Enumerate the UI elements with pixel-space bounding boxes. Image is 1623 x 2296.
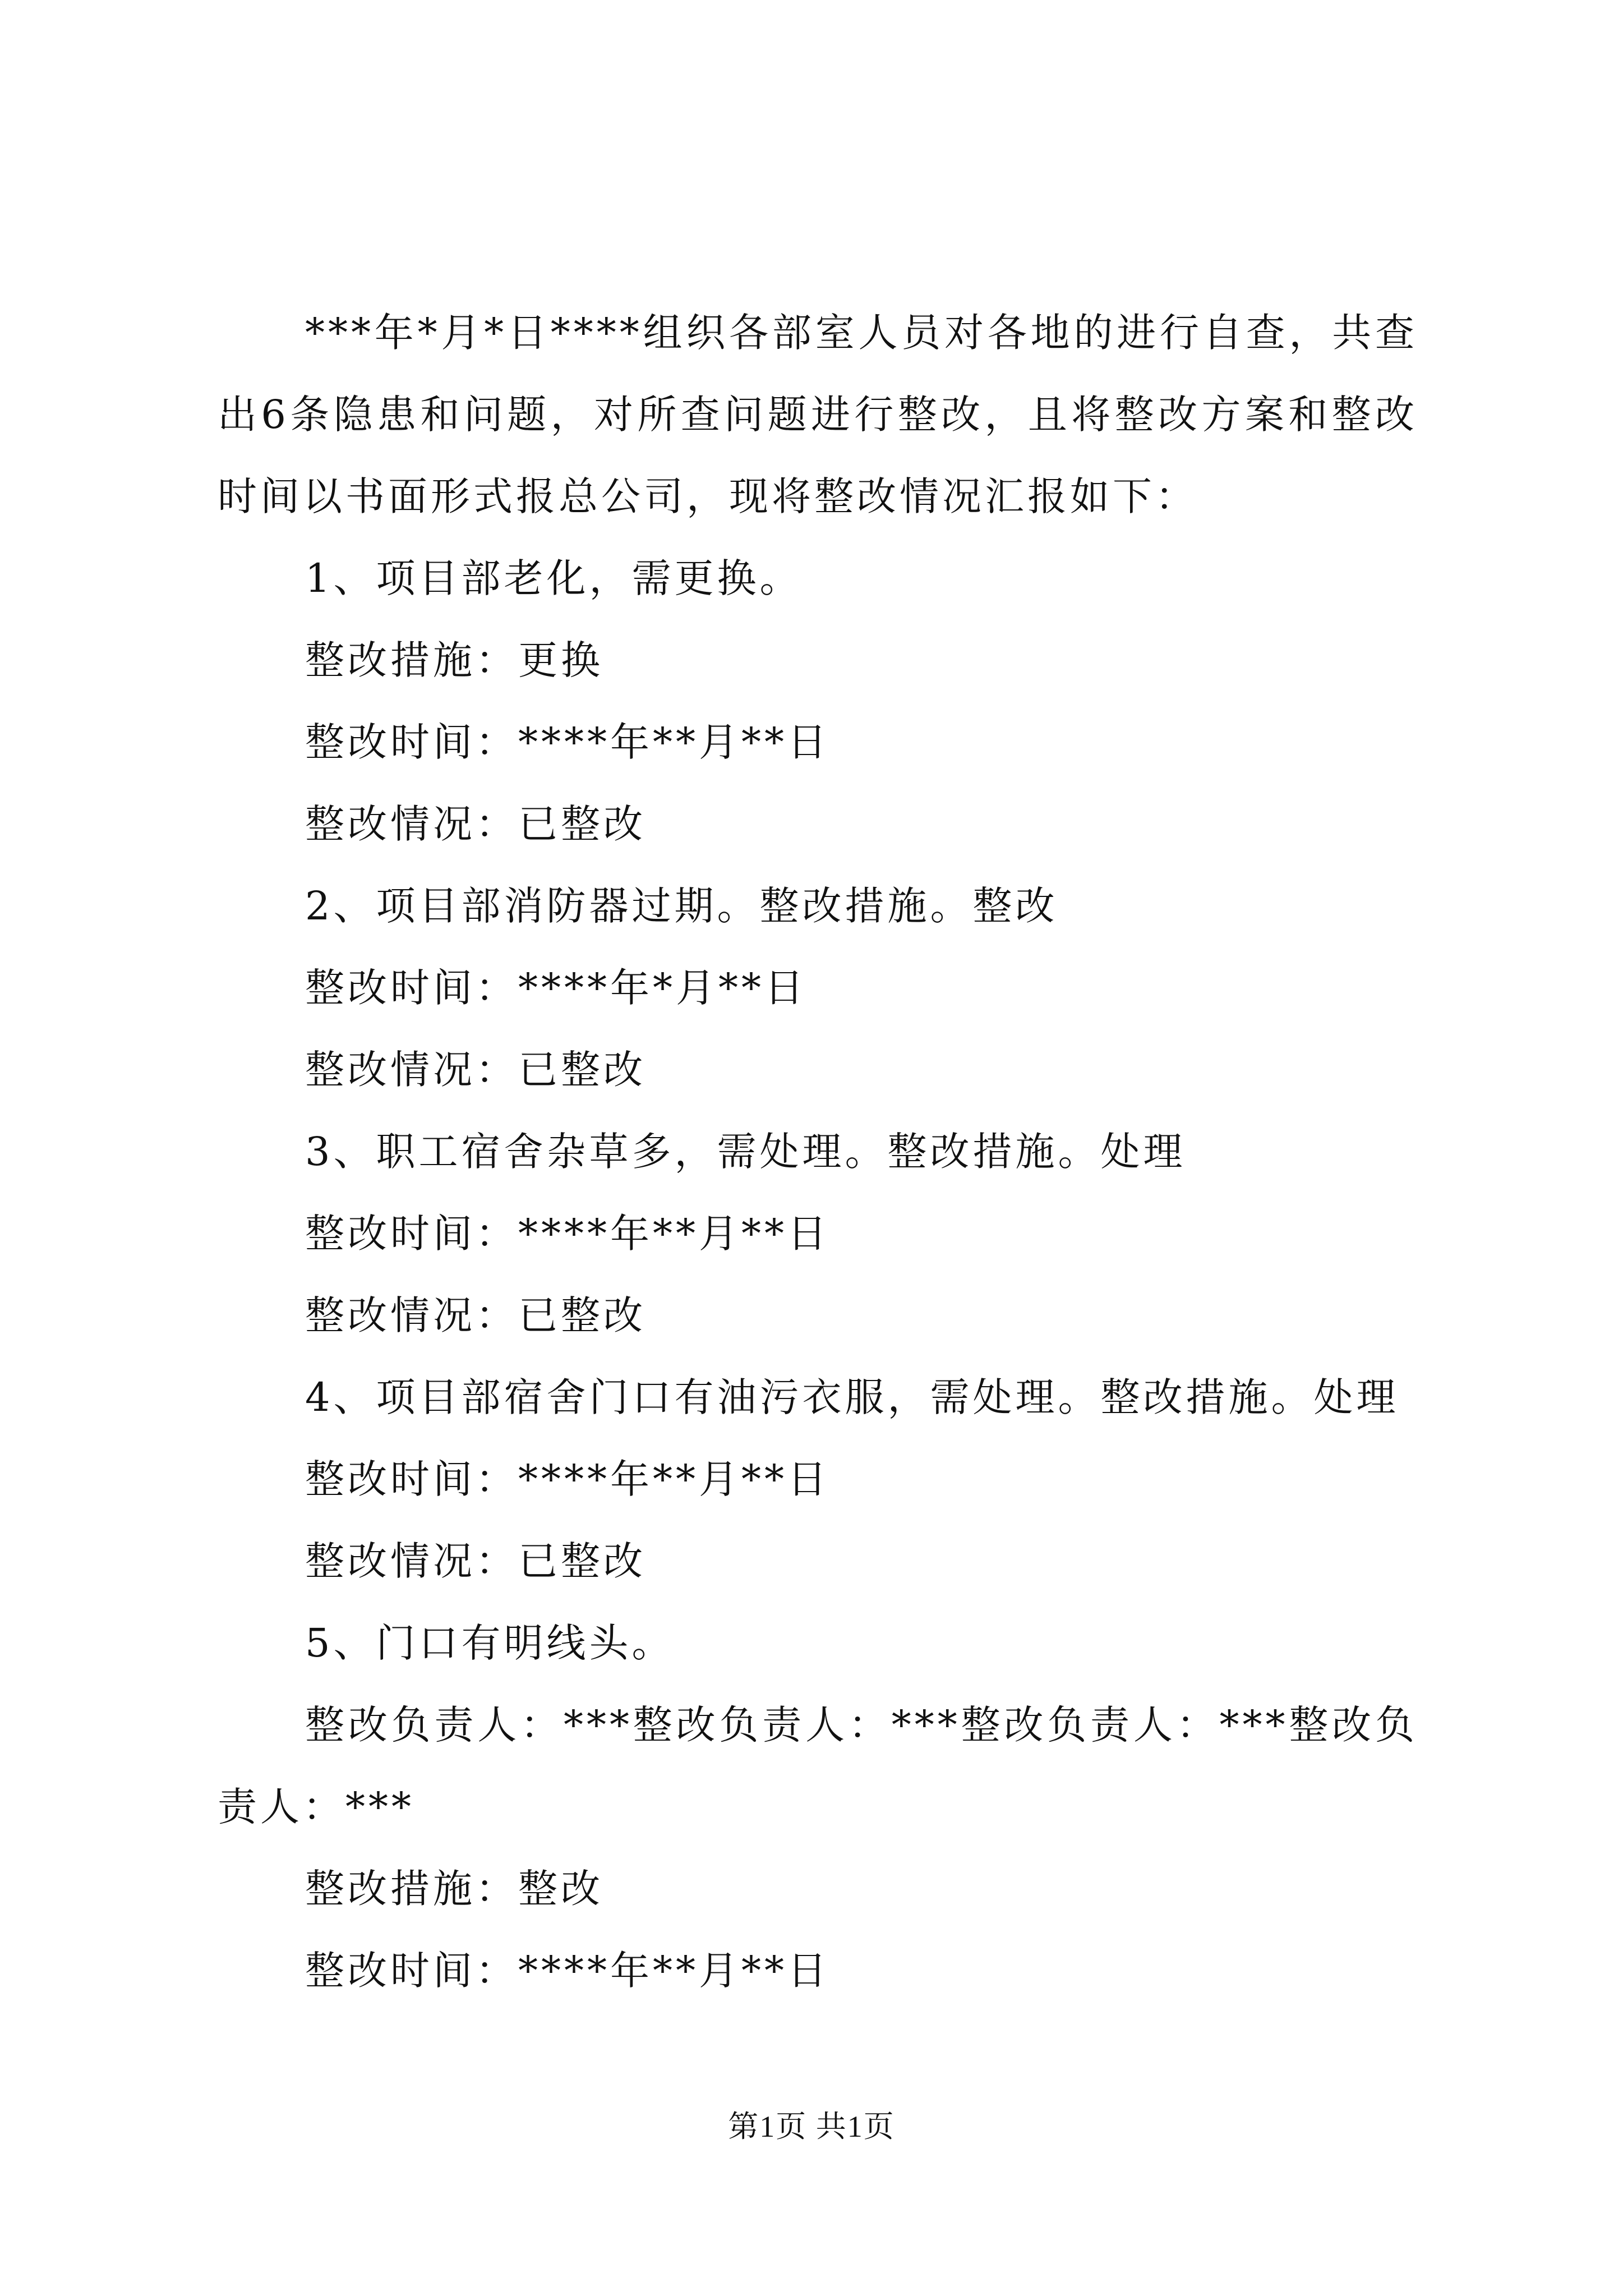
page-number: 第1页 共1页 (728, 2110, 895, 2143)
issue-5: 5、门口有明线头。 (305, 1620, 675, 1666)
issue-3-status: 整改情况：已整改 (305, 1292, 646, 1338)
issue-4-status: 整改情况：已整改 (305, 1538, 646, 1584)
issue-3-time: 整改时间：****年**月**日 (305, 1211, 830, 1257)
issue-4: 4、项目部宿舍门口有油污衣服，需处理。整改措施。处理 (305, 1374, 1399, 1420)
issue-1-time: 整改时间：****年**月**日 (305, 719, 830, 765)
issue-4-time: 整改时间：****年**月**日 (305, 1456, 830, 1502)
issue-1: 1、项目部老化，需更换。 (305, 555, 803, 601)
issue-5-time: 整改时间：****年**月**日 (305, 1948, 830, 1994)
issue-3: 3、职工宿舍杂草多，需处理。整改措施。处理 (305, 1129, 1186, 1175)
issue-2-time: 整改时间：****年*月**日 (305, 965, 807, 1011)
issue-1-measure: 整改措施：更换 (305, 637, 603, 683)
document-body (218, 292, 1418, 2012)
issue-1-status: 整改情况：已整改 (305, 801, 646, 847)
issue-2: 2、项目部消防器过期。整改措施。整改 (305, 883, 1058, 929)
issue-5-measure: 整改措施：整改 (305, 1866, 603, 1912)
page-footer (0, 2102, 1623, 2146)
responsible-persons: 整改负责人：***整改负责人：***整改负责人：***整改负责人：*** (218, 1702, 1418, 1830)
intro-paragraph: ***年*月*日****组织各部室人员对各地的进行自查，共查出6条隐患和问题，对所查问题进行整改，且将整改方案和整改时间以书面形式报总公司，现将整改情况汇报如下： (218, 310, 1418, 519)
issue-2-status: 整改情况：已整改 (305, 1047, 646, 1093)
